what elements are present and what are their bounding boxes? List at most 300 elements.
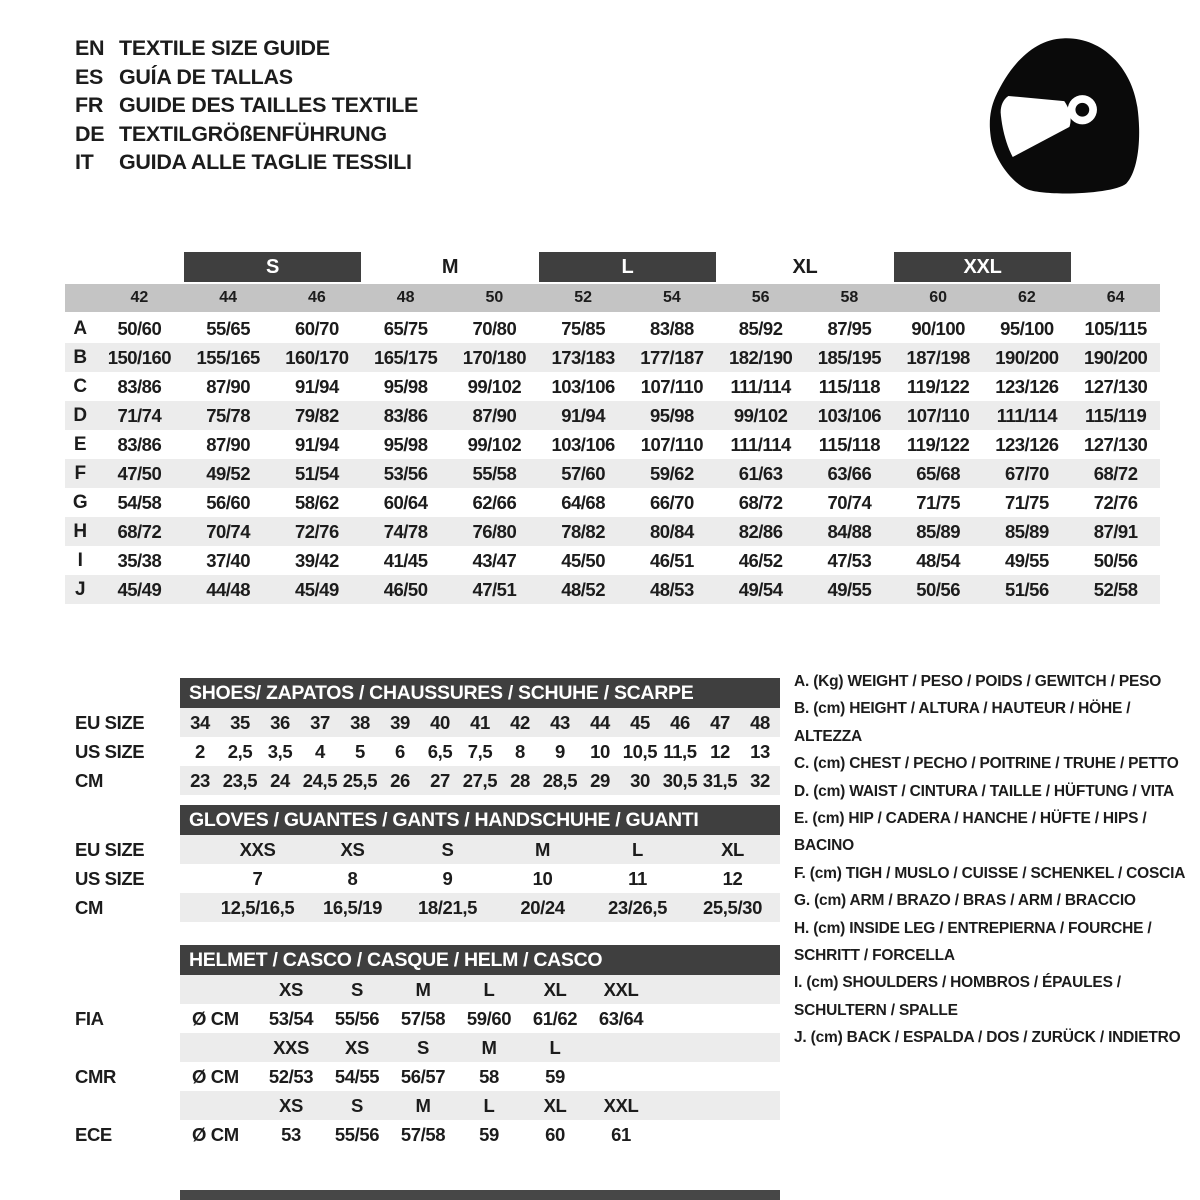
- helmet-sizes-row: [65, 1033, 780, 1062]
- size-value: 107/110: [640, 433, 704, 455]
- size-value: 63/66: [827, 462, 872, 484]
- helmet-size: XS: [279, 1094, 303, 1116]
- size-value: S: [441, 838, 454, 860]
- size-value: 65/75: [383, 317, 428, 339]
- size-value: 60/70: [294, 317, 339, 339]
- row-values: [180, 766, 780, 795]
- spacer: [65, 252, 184, 282]
- legend-line: C. (cm) CHEST / PECHO / POITRINE / TRUHE / PETTO: [794, 755, 1179, 773]
- size-value: 48/54: [916, 549, 961, 571]
- row-label: US SIZE: [75, 740, 145, 762]
- standard-label: ECE: [75, 1123, 112, 1145]
- size-value: 12,5/16,5: [220, 896, 295, 918]
- size-value: 35/38: [117, 549, 162, 571]
- size-value: 43/47: [472, 549, 517, 571]
- sub-table-row: [65, 708, 780, 737]
- size-value: 8: [347, 867, 358, 889]
- row-label: CM: [75, 896, 103, 918]
- size-value: 70/74: [827, 491, 872, 513]
- size-row-c: [65, 372, 1160, 401]
- legend-line: SCHULTERN / SPALLE: [794, 1001, 958, 1019]
- spacer: [1071, 252, 1160, 282]
- size-value: 105/115: [1084, 317, 1147, 339]
- size-column-number: 56: [751, 289, 770, 306]
- size-value: 75/85: [561, 317, 606, 339]
- size-value: 12: [710, 740, 730, 762]
- size-value: 61/63: [738, 462, 783, 484]
- diameter-prefix: Ø CM: [192, 1007, 239, 1029]
- size-row-e: [65, 430, 1160, 459]
- size-value: 50/56: [1093, 549, 1138, 571]
- size-value: XL: [721, 838, 744, 860]
- size-value: 123/126: [995, 375, 1059, 397]
- size-value: 26: [390, 769, 410, 791]
- size-value: 115/118: [818, 375, 881, 397]
- size-table-rows: [65, 314, 1160, 604]
- size-value: 185/195: [817, 346, 882, 368]
- size-value: 87/95: [827, 317, 872, 339]
- size-value: 24: [270, 769, 290, 791]
- sub-table-row: [65, 766, 780, 795]
- row-label: EU SIZE: [75, 838, 145, 860]
- row-letter: E: [73, 433, 87, 455]
- gloves-title-row: [65, 805, 780, 835]
- size-value: 2: [195, 740, 205, 762]
- size-column-number: 44: [219, 289, 238, 306]
- size-value: 115/119: [1084, 404, 1147, 426]
- language-title: GUIDE DES TAILLES TEXTILE: [119, 93, 419, 117]
- shoes-title-row: [65, 678, 780, 708]
- size-value: 10: [532, 867, 553, 889]
- row-letter: I: [77, 549, 83, 571]
- size-value: 23: [190, 769, 210, 791]
- size-value: 39: [390, 711, 410, 733]
- size-value: 123/126: [995, 433, 1059, 455]
- legend-line: F. (cm) TIGH / MUSLO / CUISSE / SCHENKEL / COSCIA: [794, 864, 1186, 882]
- size-value: 99/102: [467, 433, 522, 455]
- helmet-value: 55/56: [334, 1007, 380, 1029]
- size-value: 57/60: [561, 462, 606, 484]
- size-value: 39/42: [294, 549, 339, 571]
- helmet-values-row: [65, 1004, 780, 1033]
- diameter-prefix: Ø CM: [192, 1065, 239, 1087]
- helmet-value: 60: [545, 1123, 565, 1145]
- size-value: 28,5: [542, 769, 578, 791]
- size-value: 56/60: [206, 491, 251, 513]
- legend-line: G. (cm) ARM / BRAZO / BRAS / ARM / BRACCIO: [794, 892, 1136, 910]
- language-code: ES: [75, 64, 104, 89]
- size-value: 27: [430, 769, 450, 791]
- size-value: 95/100: [1000, 317, 1054, 339]
- size-value: 75/78: [206, 404, 251, 426]
- size-value: 47/50: [117, 462, 162, 484]
- legend-line: H. (cm) INSIDE LEG / ENTREPIERNA / FOURCHE /: [794, 919, 1152, 937]
- shoes-rows: [65, 708, 780, 795]
- size-value: 41: [470, 711, 490, 733]
- legend-line: A. (Kg) WEIGHT / PESO / POIDS / GEWITCH / PESO: [794, 673, 1162, 690]
- language-title: GUIDA ALLE TAGLIE TESSILI: [119, 150, 412, 174]
- row-letter: A: [73, 317, 87, 339]
- size-value: 35: [230, 711, 250, 733]
- helmet-values: [180, 1062, 780, 1091]
- helmet-value: 52/53: [268, 1065, 314, 1087]
- helmet-size: XL: [543, 978, 567, 1000]
- size-value: 87/91: [1093, 520, 1138, 542]
- size-value: M: [534, 838, 550, 860]
- size-value: 60/64: [383, 491, 428, 513]
- size-value: 9: [442, 867, 453, 889]
- helmet-value: 57/58: [400, 1123, 446, 1145]
- size-value: 10: [590, 740, 610, 762]
- language-row: [75, 34, 418, 63]
- size-value: 190/200: [1083, 346, 1148, 368]
- helmet-value: 53/54: [268, 1007, 314, 1029]
- helmet-title-row: [65, 945, 780, 975]
- size-value: 103/106: [817, 404, 882, 426]
- helmet-size: S: [351, 978, 363, 1000]
- language-row: [75, 91, 418, 120]
- language-row: [75, 148, 418, 177]
- size-value: 37/40: [206, 549, 251, 571]
- size-value: 190/200: [995, 346, 1059, 368]
- language-code: FR: [75, 93, 104, 117]
- size-value: 70/80: [472, 317, 517, 339]
- size-value: 71/74: [117, 404, 162, 426]
- size-column-number: 52: [574, 289, 593, 306]
- size-value: 48/52: [561, 578, 606, 600]
- row-values: [180, 708, 780, 737]
- size-row-g: [65, 488, 1160, 517]
- size-value: 46/52: [738, 549, 783, 571]
- legend-line: SCHRITT / FORCELLA: [794, 947, 955, 965]
- size-column-number: 58: [840, 289, 859, 306]
- helmet-values-row: [65, 1120, 780, 1149]
- cut-off-section-bar: [180, 1190, 780, 1200]
- size-value: 12: [722, 867, 743, 889]
- gloves-rows: [65, 835, 780, 922]
- racing-helmet-icon: [980, 28, 1152, 200]
- helmet-size: XL: [543, 1094, 567, 1116]
- size-column-number: 48: [396, 289, 415, 306]
- size-group-xxl: XXL: [894, 252, 1072, 282]
- sub-table-row: [65, 737, 780, 766]
- size-value: 50/60: [117, 317, 162, 339]
- size-value: 45/49: [294, 578, 339, 600]
- size-value: 70/74: [206, 520, 251, 542]
- size-value: 99/102: [467, 375, 522, 397]
- size-value: 6: [395, 740, 405, 762]
- size-value: 5: [355, 740, 365, 762]
- size-group-l: L: [539, 252, 717, 282]
- row-letter: C: [73, 375, 87, 397]
- size-value: 85/89: [1004, 520, 1049, 542]
- size-value: 160/170: [285, 346, 349, 368]
- size-value: 87/90: [472, 404, 517, 426]
- helmet-value: 54/55: [334, 1065, 380, 1087]
- helmet-size: L: [549, 1036, 561, 1058]
- helmet-size: XXL: [603, 978, 639, 1000]
- legend-item: [794, 887, 1194, 914]
- language-code: EN: [75, 36, 105, 60]
- size-value: 68/72: [738, 491, 783, 513]
- size-value: 10,5: [622, 740, 658, 762]
- size-column-number: 54: [662, 289, 681, 306]
- legend-line: I. (cm) SHOULDERS / HOMBROS / ÉPAULES /: [794, 974, 1121, 992]
- size-value: 91/94: [294, 375, 339, 397]
- language-code: DE: [75, 121, 105, 146]
- size-row-j: [65, 575, 1160, 604]
- size-value: 87/90: [206, 375, 251, 397]
- size-value: 47: [710, 711, 730, 733]
- legend-item: [794, 695, 1194, 750]
- legend-item: [794, 860, 1194, 887]
- size-value: 27,5: [462, 769, 498, 791]
- size-value: 55/58: [472, 462, 517, 484]
- size-value: 68/72: [117, 520, 162, 542]
- size-value: 64/68: [561, 491, 606, 513]
- helmet-title-bar: HELMET / CASCO / CASQUE / HELM / CASCO: [180, 945, 780, 975]
- helmet-size: L: [483, 1094, 495, 1116]
- size-value: 83/86: [383, 404, 428, 426]
- size-row-i: [65, 546, 1160, 575]
- language-row: [75, 63, 418, 92]
- language-title: TEXTILE SIZE GUIDE: [119, 36, 330, 60]
- language-title: GUÍA DE TALLAS: [119, 64, 293, 89]
- size-value: 49/54: [738, 578, 783, 600]
- size-value: 111/114: [730, 375, 791, 397]
- size-value: 46: [670, 711, 690, 733]
- size-value: 95/98: [383, 433, 428, 455]
- size-value: 182/190: [728, 346, 793, 368]
- size-value: 45: [630, 711, 650, 733]
- size-value: 71/75: [1004, 491, 1049, 513]
- size-value: 23,5: [222, 769, 258, 791]
- size-value: 3,5: [267, 740, 293, 762]
- size-value: 177/187: [640, 346, 704, 368]
- gloves-size-table: [65, 805, 780, 922]
- size-value: 68/72: [1093, 462, 1138, 484]
- helmet-size-table: [65, 945, 780, 1149]
- size-row-a: [65, 314, 1160, 343]
- helmet-value: 59/60: [466, 1007, 512, 1029]
- size-value: 36: [270, 711, 290, 733]
- helmet-sizes-row: [65, 1091, 780, 1120]
- row-values: [180, 737, 780, 766]
- size-row-h: [65, 517, 1160, 546]
- row-letter: F: [74, 462, 86, 484]
- standard-label: CMR: [75, 1065, 116, 1087]
- legend-line: E. (cm) HIP / CADERA / HANCHE / HÜFTE / HIPS / BACINO: [794, 810, 1147, 855]
- size-value: 29: [590, 769, 610, 791]
- helmet-values: [180, 1004, 780, 1033]
- size-value: 187/198: [906, 346, 970, 368]
- size-value: 67/70: [1004, 462, 1049, 484]
- measurement-legend: [794, 668, 1194, 1052]
- size-value: 83/86: [117, 433, 162, 455]
- shoes-title-bar: SHOES/ ZAPATOS / CHAUSSURES / SCHUHE / SCARPE: [180, 678, 780, 708]
- size-value: 59/62: [649, 462, 694, 484]
- size-value: 49/55: [827, 578, 872, 600]
- textile-size-table: [65, 252, 1160, 604]
- size-value: 119/122: [906, 375, 970, 397]
- size-value: 127/130: [1083, 433, 1148, 455]
- row-values: [180, 864, 780, 893]
- size-value: 40: [430, 711, 450, 733]
- size-value: 47/53: [827, 549, 872, 571]
- helmet-value: 59: [479, 1123, 499, 1145]
- size-value: 49/55: [1004, 549, 1049, 571]
- size-value: 58/62: [294, 491, 339, 513]
- row-values: [180, 893, 780, 922]
- size-value: 16,5/19: [323, 896, 382, 918]
- row-letter: B: [73, 346, 87, 368]
- legend-line: D. (cm) WAIST / CINTURA / TAILLE / HÜFTUNG / VITA: [794, 782, 1174, 800]
- helmet-value: 59: [545, 1065, 565, 1087]
- size-value: 7,5: [467, 740, 493, 762]
- size-value: 51/56: [1004, 578, 1049, 600]
- size-value: 82/86: [738, 520, 783, 542]
- size-value: 78/82: [561, 520, 606, 542]
- helmet-size: XS: [279, 978, 303, 1000]
- size-column-number: 64: [1106, 289, 1125, 306]
- sub-table-row: [65, 864, 780, 893]
- size-value: 71/75: [916, 491, 961, 513]
- size-value: 173/183: [551, 346, 615, 368]
- helmet-size: S: [351, 1094, 363, 1116]
- size-value: 52/58: [1093, 578, 1138, 600]
- size-value: 48: [750, 711, 770, 733]
- size-value: 7: [252, 867, 263, 889]
- size-column-number: 42: [130, 289, 149, 306]
- size-value: 83/88: [649, 317, 694, 339]
- size-value: 28: [510, 769, 530, 791]
- helmet-size: M: [415, 1094, 431, 1116]
- size-value: 44: [590, 711, 610, 733]
- size-value: 46/51: [649, 549, 694, 571]
- size-row-b: [65, 343, 1160, 372]
- helmet-sizes: [180, 1033, 780, 1062]
- size-value: XS: [340, 838, 365, 860]
- size-value: 9: [555, 740, 565, 762]
- helmet-size: M: [481, 1036, 497, 1058]
- sub-table-row: [65, 835, 780, 864]
- size-value: 76/80: [472, 520, 517, 542]
- size-number-band: [65, 284, 1160, 312]
- helmet-size: M: [415, 978, 431, 1000]
- legend-item: [794, 668, 1194, 695]
- size-value: 13: [750, 740, 770, 762]
- size-value: 65/68: [916, 462, 961, 484]
- size-value: 66/70: [649, 491, 694, 513]
- size-group-xl: XL: [792, 255, 818, 278]
- size-value: 47/51: [472, 578, 517, 600]
- size-value: 37: [310, 711, 330, 733]
- size-value: 72/76: [294, 520, 339, 542]
- legend-item: [794, 969, 1194, 1024]
- helmet-values-row: [65, 1062, 780, 1091]
- legend-line: B. (cm) HEIGHT / ALTURA / HAUTEUR / HÖHE / ALTEZZA: [794, 700, 1131, 745]
- size-value: 6,5: [427, 740, 453, 762]
- row-letter: H: [73, 520, 87, 542]
- size-value: L: [632, 838, 643, 860]
- language-title: TEXTILGRÖßENFÜHRUNG: [119, 121, 387, 146]
- size-column-number: 62: [1017, 289, 1036, 306]
- helmet-sizes: [180, 975, 780, 1004]
- size-value: 50/56: [916, 578, 961, 600]
- language-code: IT: [75, 150, 94, 174]
- size-value: 85/92: [738, 317, 783, 339]
- size-value: 25,5/30: [703, 896, 762, 918]
- size-value: 24,5: [302, 769, 338, 791]
- helmet-sizes-row: [65, 975, 780, 1004]
- size-value: 103/106: [551, 375, 615, 397]
- helmet-value: 61/62: [532, 1007, 578, 1029]
- size-value: 72/76: [1093, 491, 1138, 513]
- sub-table-row: [65, 893, 780, 922]
- helmet-value: 53: [281, 1123, 301, 1145]
- size-value: 80/84: [649, 520, 694, 542]
- size-column-number: 50: [485, 289, 504, 306]
- legend-line: J. (cm) BACK / ESPALDA / DOS / ZURÜCK / INDIETRO: [794, 1029, 1181, 1047]
- row-letter: D: [73, 404, 87, 426]
- diameter-prefix: Ø CM: [192, 1123, 239, 1145]
- size-column-number: 60: [929, 289, 948, 306]
- size-value: 62/66: [472, 491, 517, 513]
- helmet-values: [180, 1120, 780, 1149]
- size-value: 87/90: [206, 433, 251, 455]
- helmet-size: XS: [345, 1036, 369, 1058]
- row-letter: G: [72, 491, 88, 513]
- helmet-size: XXS: [273, 1036, 309, 1058]
- size-value: 127/130: [1083, 375, 1148, 397]
- size-value: XXS: [239, 838, 276, 860]
- size-value: 107/110: [906, 404, 970, 426]
- helmet-sizes: [180, 1091, 780, 1120]
- size-value: 25,5: [342, 769, 378, 791]
- size-value: 45/50: [561, 549, 606, 571]
- size-value: 49/52: [206, 462, 251, 484]
- helmet-value: 55/56: [334, 1123, 380, 1145]
- size-value: 74/78: [383, 520, 428, 542]
- row-values: [180, 835, 780, 864]
- size-row-d: [65, 401, 1160, 430]
- standard-label: FIA: [75, 1007, 104, 1029]
- size-value: 44/48: [206, 578, 251, 600]
- helmet-value: 61: [611, 1123, 631, 1145]
- size-value: 150/160: [107, 346, 172, 368]
- helmet-size: S: [417, 1036, 429, 1058]
- legend-item: [794, 915, 1194, 970]
- size-value: 8: [515, 740, 525, 762]
- size-value: 54/58: [117, 491, 162, 513]
- helmet-rows: [65, 975, 780, 1149]
- row-label: CM: [75, 769, 103, 791]
- size-value: 11: [628, 867, 647, 889]
- size-value: 48/53: [649, 578, 694, 600]
- size-value: 103/106: [551, 433, 615, 455]
- helmet-size: XXL: [603, 1094, 639, 1116]
- size-value: 155/165: [196, 346, 260, 368]
- language-row: [75, 120, 418, 149]
- size-value: 90/100: [911, 317, 965, 339]
- size-value: 84/88: [827, 520, 872, 542]
- legend-item: [794, 750, 1194, 777]
- size-value: 38: [350, 711, 370, 733]
- row-label: US SIZE: [75, 867, 145, 889]
- helmet-value: 63/64: [598, 1007, 644, 1029]
- size-value: 30,5: [662, 769, 698, 791]
- size-value: 85/89: [916, 520, 961, 542]
